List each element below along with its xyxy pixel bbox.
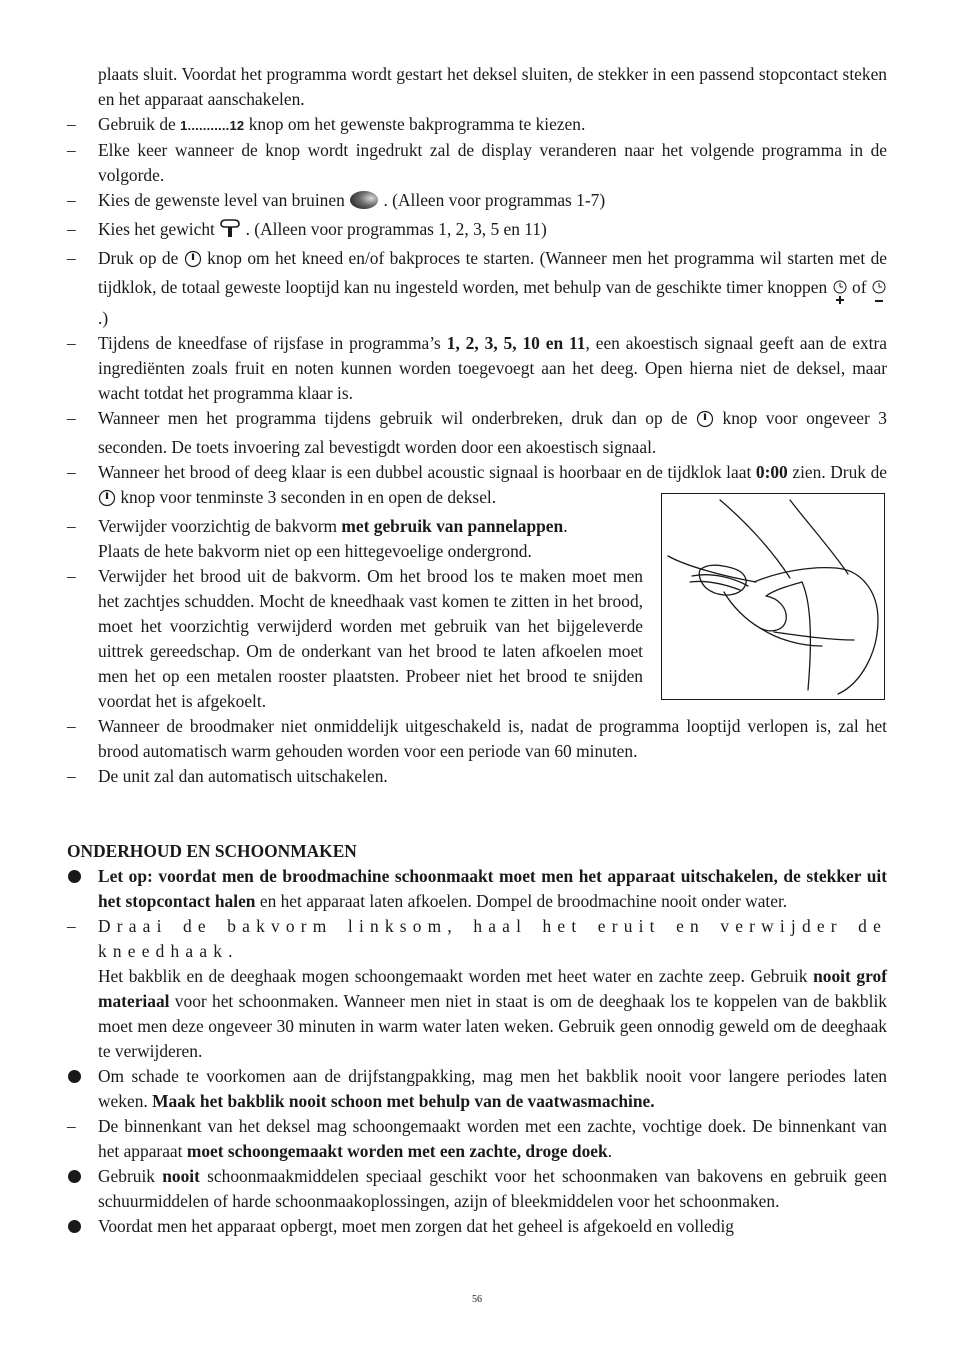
dash-marker: –	[67, 916, 76, 936]
start-stop-icon	[696, 408, 714, 435]
list-item: – Elke keer wanneer de knop wordt ingedrukt zal de display veranderen naar het volgende programma in de volgorde.	[67, 140, 887, 185]
list-item: – Draai de bakvorm linksom, haal het eruit en verwijder de kneedhaak. Het bakblik en de deeghaak mogen schoongemaakt worden met heet water en zachte zeep. Gebruik nooit grof materiaal voor het schoonmaken. Wanneer men niet in staat is om de deeghaak los te koppelen van de bakblik moet men deze ongeveer 30 minuten in warm water laten weken. Gebruik geen onnodig geweld om de deeghaak te verwijderen.	[67, 916, 887, 1061]
timer-minus-icon	[871, 279, 887, 306]
bullet-item: Voordat men het apparaat opbergt, moet men zorgen dat het geheel is afgekoeld en volledig	[67, 1214, 887, 1239]
section-heading: ONDERHOUD EN SCHOONMAKEN	[67, 841, 357, 861]
loaf-weight-icon	[219, 219, 241, 246]
dash-marker: –	[67, 408, 76, 428]
start-stop-icon	[184, 248, 202, 275]
dash-marker: –	[67, 766, 76, 786]
dash-marker: –	[67, 566, 76, 586]
crust-color-icon	[349, 190, 379, 217]
list-item: – Tijdens de kneedfase of rijsfase in programma’s 1, 2, 3, 5, 10 en 11, een akoestisch signaal geeft aan de extra ingrediënten zoals fruit en noten kunnen worden toegevoegt aan het deeg. Open hierna niet de deksel, maar wacht totdat het programma klaar is.	[67, 333, 887, 403]
dash-marker: –	[67, 716, 76, 736]
page-number: 56	[472, 1294, 482, 1305]
list-item: – Verwijder het brood uit de bakvorm. Om het brood los te maken moet men het zachtjes schudden. Mocht de kneedhaak vast komen te zitten in het brood, moet het voorzichtig verwijderd worden met gebruik van het bijgeleverde uittrek gereedschap. Om de onderkant van het brood te laten afkoelen moet men het op een metalen rooster plaatsten. Probeer niet het brood te snijden voordat het is afgekoelt.	[67, 566, 643, 711]
dash-marker: –	[67, 114, 76, 134]
dash-marker: –	[67, 1116, 76, 1136]
oven-mitt-drawing	[662, 494, 884, 699]
dash-marker: –	[67, 248, 76, 268]
list-item: – De binnenkant van het deksel mag schoongemaakt worden met een zachte, vochtige doek. De binnenkant van het apparaat moet schoongemaakt worden met een zachte, droge doek.	[67, 1116, 887, 1161]
dash-marker: –	[67, 516, 76, 536]
list-item: – Kies de gewenste level van bruinen . (Alleen voor programmas 1-7)	[67, 188, 887, 217]
bullet-marker	[68, 1070, 81, 1083]
dash-marker: –	[67, 140, 76, 160]
manual-page	[67, 62, 887, 1239]
bullet-marker	[68, 870, 81, 883]
dash-marker: –	[67, 462, 76, 482]
list-item: – Wanneer men het programma tijdens gebruik wil onderbreken, druk dan op de knop voor ongeveer 3 seconden. De toets invoering zal bevestigdt worden door een akoestisch signaal.	[67, 408, 887, 457]
dash-marker: –	[67, 219, 76, 239]
timer-readout: 0:00	[755, 462, 788, 482]
list-item: – Wanneer de broodmaker niet onmiddelijk uitgeschakeld is, nadat de programma looptijd verlopen is, zal het brood automatisch warm gehouden worden voor een periode van 60 minuten.	[67, 716, 887, 761]
bullet-marker	[68, 1170, 81, 1183]
intro-paragraph: plaats sluit. Voordat het programma wordt gestart het deksel sluiten, de stekker in een passend stopcontact steken en het apparaat aanschakelen.	[98, 64, 887, 109]
list-item: – Wanneer het brood of deeg klaar is een dubbel acoustic signaal is hoorbaar en de tijdklok laat 0:00 zien. Druk de knop voor tenminste 3 seconden in en open de deksel.	[67, 460, 887, 514]
list-item: – Verwijder voorzichtig de bakvorm met gebruik van pannelappen. Plaats de hete bakvorm niet op een hittegevoelige ondergrond.	[67, 516, 568, 561]
bullet-item: Let op: voordat men de broodmachine schoonmaakt moet men het apparaat uitschakelen, de stekker uit het stopcontact halen en het apparaat laten afkoelen. Dompel de broodmachine nooit onder water.	[67, 864, 887, 914]
list-item: – Druk op de knop om het kneed en/of bakproces te starten. (Wanneer men het programma wil starten met de tijdklok, de totaal geweste looptijd kan nu ingesteld worden, met behulp van de geschikte timer knoppen of .)	[67, 248, 887, 328]
start-stop-icon	[98, 487, 116, 514]
list-item: – Gebruik de 1...........12 knop om het gewenste bakprogramma te kiezen.	[67, 112, 887, 138]
oven-mitt-illustration	[661, 493, 885, 700]
timer-plus-icon	[832, 279, 848, 306]
bullet-marker	[68, 1220, 81, 1233]
bullet-item: Om schade te voorkomen aan de drijfstangpakking, mag men het bakblik nooit voor langere periodes laten weken. Maak het bakblik nooit schoon met behulp van de vaatwasmachine.	[67, 1064, 887, 1114]
list-item: – Kies het gewicht . (Alleen voor programmas 1, 2, 3, 5 en 11)	[67, 217, 887, 246]
list-item: – De unit zal dan automatisch uitschakelen.	[67, 764, 887, 789]
dash-marker: –	[67, 190, 76, 210]
bullet-item: Gebruik nooit schoonmaakmiddelen speciaal geschikt voor het schoonmaken van bakovens en gebruik geen schuurmiddelen of harde schoonmaakoplossingen, azijn of bleekmiddelen voor het schoonmaken.	[67, 1164, 887, 1214]
dash-marker: –	[67, 333, 76, 353]
program-range-label: 1...........12	[180, 118, 245, 133]
